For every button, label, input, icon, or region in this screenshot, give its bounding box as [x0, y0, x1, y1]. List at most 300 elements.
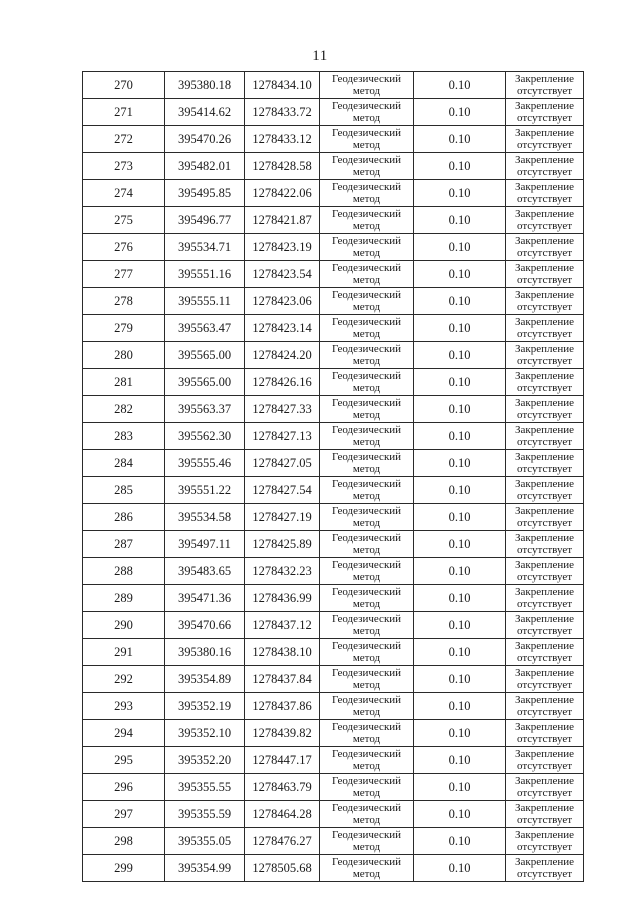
- method-cell: [320, 585, 414, 612]
- method-line1: Геодезический: [331, 828, 402, 841]
- method-line2: метод: [352, 490, 381, 502]
- fixation-line2: отсутствует: [516, 220, 573, 232]
- fixation-line1: Закрепление: [514, 99, 575, 112]
- method-line2: метод: [352, 706, 381, 718]
- point-number-cell: 292: [83, 666, 165, 693]
- method-cell: [320, 558, 414, 585]
- point-number-cell: 274: [83, 180, 165, 207]
- method-line1: Геодезический: [331, 261, 402, 274]
- accuracy-cell: 0.10: [414, 720, 506, 747]
- fixation-line1: Закрепление: [514, 612, 575, 625]
- accuracy-cell: 0.10: [414, 423, 506, 450]
- accuracy-cell: 0.10: [414, 126, 506, 153]
- point-number-cell: 272: [83, 126, 165, 153]
- fixation-cell: [506, 774, 584, 801]
- method-line2: метод: [352, 85, 381, 97]
- x-coordinate-cell: 395482.01: [165, 153, 245, 180]
- method-line2: метод: [352, 544, 381, 556]
- y-coordinate-cell: 1278423.19: [245, 234, 320, 261]
- point-number-cell: 297: [83, 801, 165, 828]
- y-coordinate-cell: 1278433.12: [245, 126, 320, 153]
- method-cell: [320, 855, 414, 882]
- x-coordinate-cell: 395551.22: [165, 477, 245, 504]
- fixation-line2: отсутствует: [516, 382, 573, 394]
- method-line2: метод: [352, 463, 381, 475]
- method-line2: метод: [352, 409, 381, 421]
- x-coordinate-cell: 395534.71: [165, 234, 245, 261]
- fixation-cell: [506, 153, 584, 180]
- fixation-cell: [506, 558, 584, 585]
- method-line1: Геодезический: [331, 342, 402, 355]
- x-coordinate-cell: 395354.99: [165, 855, 245, 882]
- fixation-line1: Закрепление: [514, 828, 575, 841]
- table-row: [83, 315, 584, 342]
- method-line2: метод: [352, 355, 381, 367]
- method-line2: метод: [352, 868, 381, 880]
- point-number-cell: 291: [83, 639, 165, 666]
- x-coordinate-cell: 395565.00: [165, 342, 245, 369]
- accuracy-cell: 0.10: [414, 261, 506, 288]
- fixation-line2: отсутствует: [516, 112, 573, 124]
- method-line1: Геодезический: [331, 504, 402, 517]
- x-coordinate-cell: 395380.16: [165, 639, 245, 666]
- accuracy-cell: 0.10: [414, 207, 506, 234]
- method-cell: [320, 153, 414, 180]
- method-line2: метод: [352, 760, 381, 772]
- x-coordinate-cell: 395352.19: [165, 693, 245, 720]
- fixation-cell: [506, 234, 584, 261]
- fixation-cell: [506, 423, 584, 450]
- method-line1: Геодезический: [331, 558, 402, 571]
- y-coordinate-cell: 1278422.06: [245, 180, 320, 207]
- accuracy-cell: 0.10: [414, 99, 506, 126]
- point-number-cell: 284: [83, 450, 165, 477]
- fixation-line1: Закрепление: [514, 234, 575, 247]
- fixation-line2: отсутствует: [516, 706, 573, 718]
- method-line2: метод: [352, 328, 381, 340]
- method-cell: [320, 504, 414, 531]
- table-row: [83, 774, 584, 801]
- method-line2: метод: [352, 571, 381, 583]
- method-cell: [320, 207, 414, 234]
- page-number: 11: [312, 48, 328, 64]
- accuracy-cell: 0.10: [414, 153, 506, 180]
- point-number-cell: 283: [83, 423, 165, 450]
- fixation-line2: отсутствует: [516, 193, 573, 205]
- fixation-line2: отсутствует: [516, 598, 573, 610]
- table-row: [83, 450, 584, 477]
- fixation-line2: отсутствует: [516, 85, 573, 97]
- accuracy-cell: 0.10: [414, 531, 506, 558]
- fixation-line1: Закрепление: [514, 288, 575, 301]
- accuracy-cell: 0.10: [414, 396, 506, 423]
- coordinates-table: [82, 71, 584, 882]
- method-line2: метод: [352, 679, 381, 691]
- accuracy-cell: 0.10: [414, 369, 506, 396]
- accuracy-cell: 0.10: [414, 693, 506, 720]
- x-coordinate-cell: 395562.30: [165, 423, 245, 450]
- fixation-line1: Закрепление: [514, 450, 575, 463]
- fixation-cell: [506, 72, 584, 99]
- table-row: [83, 666, 584, 693]
- fixation-cell: [506, 828, 584, 855]
- fixation-line1: Закрепление: [514, 585, 575, 598]
- method-line2: метод: [352, 193, 381, 205]
- fixation-cell: [506, 180, 584, 207]
- method-line1: Геодезический: [331, 315, 402, 328]
- point-number-cell: 270: [83, 72, 165, 99]
- point-number-cell: 276: [83, 234, 165, 261]
- fixation-cell: [506, 342, 584, 369]
- y-coordinate-cell: 1278425.89: [245, 531, 320, 558]
- x-coordinate-cell: 395555.11: [165, 288, 245, 315]
- method-line1: Геодезический: [331, 369, 402, 382]
- method-line1: Геодезический: [331, 774, 402, 787]
- point-number-cell: 298: [83, 828, 165, 855]
- method-line1: Геодезический: [331, 477, 402, 490]
- fixation-line1: Закрепление: [514, 153, 575, 166]
- accuracy-cell: 0.10: [414, 234, 506, 261]
- table-row: [83, 801, 584, 828]
- fixation-cell: [506, 207, 584, 234]
- fixation-line2: отсутствует: [516, 355, 573, 367]
- method-cell: [320, 126, 414, 153]
- fixation-line1: Закрепление: [514, 261, 575, 274]
- method-cell: [320, 747, 414, 774]
- x-coordinate-cell: 395471.36: [165, 585, 245, 612]
- method-line1: Геодезический: [331, 234, 402, 247]
- method-cell: [320, 720, 414, 747]
- method-line2: метод: [352, 382, 381, 394]
- accuracy-cell: 0.10: [414, 342, 506, 369]
- point-number-cell: 295: [83, 747, 165, 774]
- fixation-cell: [506, 396, 584, 423]
- accuracy-cell: 0.10: [414, 450, 506, 477]
- table-row: [83, 369, 584, 396]
- table-row: [83, 531, 584, 558]
- accuracy-cell: 0.10: [414, 828, 506, 855]
- method-line1: Геодезический: [331, 531, 402, 544]
- fixation-cell: [506, 612, 584, 639]
- table-row: [83, 342, 584, 369]
- y-coordinate-cell: 1278424.20: [245, 342, 320, 369]
- x-coordinate-cell: 395483.65: [165, 558, 245, 585]
- accuracy-cell: 0.10: [414, 801, 506, 828]
- table-row: [83, 720, 584, 747]
- method-line2: метод: [352, 517, 381, 529]
- method-line1: Геодезический: [331, 855, 402, 868]
- accuracy-cell: 0.10: [414, 558, 506, 585]
- y-coordinate-cell: 1278427.19: [245, 504, 320, 531]
- y-coordinate-cell: 1278427.54: [245, 477, 320, 504]
- table-row: [83, 558, 584, 585]
- method-line2: метод: [352, 652, 381, 664]
- method-line1: Геодезический: [331, 423, 402, 436]
- method-line2: метод: [352, 166, 381, 178]
- fixation-line2: отсутствует: [516, 544, 573, 556]
- fixation-line1: Закрепление: [514, 531, 575, 544]
- point-number-cell: 278: [83, 288, 165, 315]
- table-row: [83, 180, 584, 207]
- method-cell: [320, 693, 414, 720]
- accuracy-cell: 0.10: [414, 639, 506, 666]
- table-row: [83, 828, 584, 855]
- method-cell: [320, 423, 414, 450]
- fixation-line1: Закрепление: [514, 180, 575, 193]
- y-coordinate-cell: 1278438.10: [245, 639, 320, 666]
- y-coordinate-cell: 1278464.28: [245, 801, 320, 828]
- accuracy-cell: 0.10: [414, 774, 506, 801]
- method-line1: Геодезический: [331, 801, 402, 814]
- method-cell: [320, 288, 414, 315]
- method-line2: метод: [352, 112, 381, 124]
- y-coordinate-cell: 1278427.13: [245, 423, 320, 450]
- method-cell: [320, 99, 414, 126]
- method-cell: [320, 234, 414, 261]
- y-coordinate-cell: 1278439.82: [245, 720, 320, 747]
- fixation-line2: отсутствует: [516, 868, 573, 880]
- method-line1: Геодезический: [331, 207, 402, 220]
- fixation-cell: [506, 693, 584, 720]
- accuracy-cell: 0.10: [414, 747, 506, 774]
- accuracy-cell: 0.10: [414, 666, 506, 693]
- fixation-line2: отсутствует: [516, 760, 573, 772]
- fixation-cell: [506, 585, 584, 612]
- point-number-cell: 271: [83, 99, 165, 126]
- table-row: [83, 693, 584, 720]
- y-coordinate-cell: 1278437.86: [245, 693, 320, 720]
- fixation-line2: отсутствует: [516, 652, 573, 664]
- x-coordinate-cell: 395380.18: [165, 72, 245, 99]
- fixation-cell: [506, 315, 584, 342]
- fixation-cell: [506, 450, 584, 477]
- method-cell: [320, 180, 414, 207]
- fixation-line1: Закрепление: [514, 315, 575, 328]
- y-coordinate-cell: 1278423.54: [245, 261, 320, 288]
- y-coordinate-cell: 1278436.99: [245, 585, 320, 612]
- fixation-line2: отсутствует: [516, 733, 573, 745]
- x-coordinate-cell: 395414.62: [165, 99, 245, 126]
- method-line1: Геодезический: [331, 747, 402, 760]
- table-row: [83, 234, 584, 261]
- fixation-cell: [506, 261, 584, 288]
- fixation-line1: Закрепление: [514, 747, 575, 760]
- fixation-line1: Закрепление: [514, 666, 575, 679]
- table-row: [83, 612, 584, 639]
- x-coordinate-cell: 395354.89: [165, 666, 245, 693]
- accuracy-cell: 0.10: [414, 504, 506, 531]
- method-line1: Геодезический: [331, 153, 402, 166]
- fixation-line2: отсутствует: [516, 139, 573, 151]
- method-cell: [320, 261, 414, 288]
- fixation-cell: [506, 531, 584, 558]
- table-row: [83, 153, 584, 180]
- point-number-cell: 296: [83, 774, 165, 801]
- point-number-cell: 299: [83, 855, 165, 882]
- fixation-cell: [506, 666, 584, 693]
- x-coordinate-cell: 395470.26: [165, 126, 245, 153]
- fixation-line1: Закрепление: [514, 693, 575, 706]
- fixation-line2: отсутствует: [516, 409, 573, 421]
- x-coordinate-cell: 395352.20: [165, 747, 245, 774]
- method-line2: метод: [352, 247, 381, 259]
- fixation-line2: отсутствует: [516, 436, 573, 448]
- x-coordinate-cell: 395497.11: [165, 531, 245, 558]
- table-row: [83, 639, 584, 666]
- method-cell: [320, 531, 414, 558]
- method-line2: метод: [352, 274, 381, 286]
- method-line1: Геодезический: [331, 99, 402, 112]
- method-line2: метод: [352, 733, 381, 745]
- fixation-cell: [506, 99, 584, 126]
- method-cell: [320, 315, 414, 342]
- point-number-cell: 279: [83, 315, 165, 342]
- method-cell: [320, 450, 414, 477]
- fixation-cell: [506, 747, 584, 774]
- method-line2: метод: [352, 301, 381, 313]
- method-line1: Геодезический: [331, 585, 402, 598]
- fixation-cell: [506, 639, 584, 666]
- table-row: [83, 585, 584, 612]
- x-coordinate-cell: 395470.66: [165, 612, 245, 639]
- x-coordinate-cell: 395496.77: [165, 207, 245, 234]
- table-row: [83, 477, 584, 504]
- fixation-line1: Закрепление: [514, 801, 575, 814]
- accuracy-cell: 0.10: [414, 612, 506, 639]
- fixation-line1: Закрепление: [514, 369, 575, 382]
- y-coordinate-cell: 1278434.10: [245, 72, 320, 99]
- x-coordinate-cell: 395355.59: [165, 801, 245, 828]
- table-row: [83, 99, 584, 126]
- x-coordinate-cell: 395495.85: [165, 180, 245, 207]
- fixation-line2: отсутствует: [516, 247, 573, 259]
- method-line1: Геодезический: [331, 666, 402, 679]
- y-coordinate-cell: 1278427.05: [245, 450, 320, 477]
- table-row: [83, 396, 584, 423]
- method-line1: Геодезический: [331, 450, 402, 463]
- y-coordinate-cell: 1278421.87: [245, 207, 320, 234]
- accuracy-cell: 0.10: [414, 477, 506, 504]
- x-coordinate-cell: 395563.47: [165, 315, 245, 342]
- y-coordinate-cell: 1278463.79: [245, 774, 320, 801]
- fixation-line1: Закрепление: [514, 207, 575, 220]
- method-line1: Геодезический: [331, 720, 402, 733]
- table-row: [83, 288, 584, 315]
- x-coordinate-cell: 395355.55: [165, 774, 245, 801]
- accuracy-cell: 0.10: [414, 315, 506, 342]
- method-line2: метод: [352, 625, 381, 637]
- fixation-line2: отсутствует: [516, 517, 573, 529]
- table-row: [83, 747, 584, 774]
- point-number-cell: 293: [83, 693, 165, 720]
- method-cell: [320, 828, 414, 855]
- fixation-line1: Закрепление: [514, 855, 575, 868]
- fixation-line2: отсутствует: [516, 679, 573, 691]
- point-number-cell: 287: [83, 531, 165, 558]
- accuracy-cell: 0.10: [414, 288, 506, 315]
- method-line1: Геодезический: [331, 288, 402, 301]
- x-coordinate-cell: 395565.00: [165, 369, 245, 396]
- fixation-line1: Закрепление: [514, 342, 575, 355]
- method-cell: [320, 342, 414, 369]
- accuracy-cell: 0.10: [414, 180, 506, 207]
- y-coordinate-cell: 1278428.58: [245, 153, 320, 180]
- fixation-line1: Закрепление: [514, 72, 575, 85]
- fixation-line2: отсутствует: [516, 571, 573, 583]
- fixation-line2: отсутствует: [516, 814, 573, 826]
- method-line2: метод: [352, 436, 381, 448]
- point-number-cell: 277: [83, 261, 165, 288]
- fixation-line2: отсутствует: [516, 841, 573, 853]
- method-line1: Геодезический: [331, 693, 402, 706]
- method-cell: [320, 72, 414, 99]
- point-number-cell: 285: [83, 477, 165, 504]
- y-coordinate-cell: 1278505.68: [245, 855, 320, 882]
- coordinates-table-body: [83, 72, 584, 882]
- method-cell: [320, 774, 414, 801]
- point-number-cell: 290: [83, 612, 165, 639]
- table-row: [83, 72, 584, 99]
- y-coordinate-cell: 1278426.16: [245, 369, 320, 396]
- table-row: [83, 261, 584, 288]
- method-cell: [320, 612, 414, 639]
- fixation-line1: Закрепление: [514, 720, 575, 733]
- method-line1: Геодезический: [331, 126, 402, 139]
- fixation-line1: Закрепление: [514, 126, 575, 139]
- method-line2: метод: [352, 841, 381, 853]
- accuracy-cell: 0.10: [414, 72, 506, 99]
- point-number-cell: 273: [83, 153, 165, 180]
- method-cell: [320, 666, 414, 693]
- method-line1: Геодезический: [331, 180, 402, 193]
- method-line1: Геодезический: [331, 639, 402, 652]
- method-line1: Геодезический: [331, 72, 402, 85]
- fixation-line2: отсутствует: [516, 301, 573, 313]
- y-coordinate-cell: 1278433.72: [245, 99, 320, 126]
- method-cell: [320, 396, 414, 423]
- table-row: [83, 855, 584, 882]
- method-line2: метод: [352, 814, 381, 826]
- method-cell: [320, 369, 414, 396]
- fixation-line2: отсутствует: [516, 625, 573, 637]
- fixation-line1: Закрепление: [514, 477, 575, 490]
- method-line2: метод: [352, 598, 381, 610]
- point-number-cell: 288: [83, 558, 165, 585]
- point-number-cell: 280: [83, 342, 165, 369]
- fixation-line2: отсутствует: [516, 490, 573, 502]
- fixation-line2: отсутствует: [516, 787, 573, 799]
- point-number-cell: 286: [83, 504, 165, 531]
- x-coordinate-cell: 395551.16: [165, 261, 245, 288]
- y-coordinate-cell: 1278423.14: [245, 315, 320, 342]
- y-coordinate-cell: 1278427.33: [245, 396, 320, 423]
- method-cell: [320, 639, 414, 666]
- method-line1: Геодезический: [331, 612, 402, 625]
- fixation-cell: [506, 720, 584, 747]
- y-coordinate-cell: 1278476.27: [245, 828, 320, 855]
- y-coordinate-cell: 1278437.84: [245, 666, 320, 693]
- y-coordinate-cell: 1278437.12: [245, 612, 320, 639]
- fixation-cell: [506, 288, 584, 315]
- accuracy-cell: 0.10: [414, 585, 506, 612]
- point-number-cell: 294: [83, 720, 165, 747]
- fixation-cell: [506, 369, 584, 396]
- point-number-cell: 282: [83, 396, 165, 423]
- method-line1: Геодезический: [331, 396, 402, 409]
- method-cell: [320, 477, 414, 504]
- fixation-line1: Закрепление: [514, 396, 575, 409]
- table-row: [83, 126, 584, 153]
